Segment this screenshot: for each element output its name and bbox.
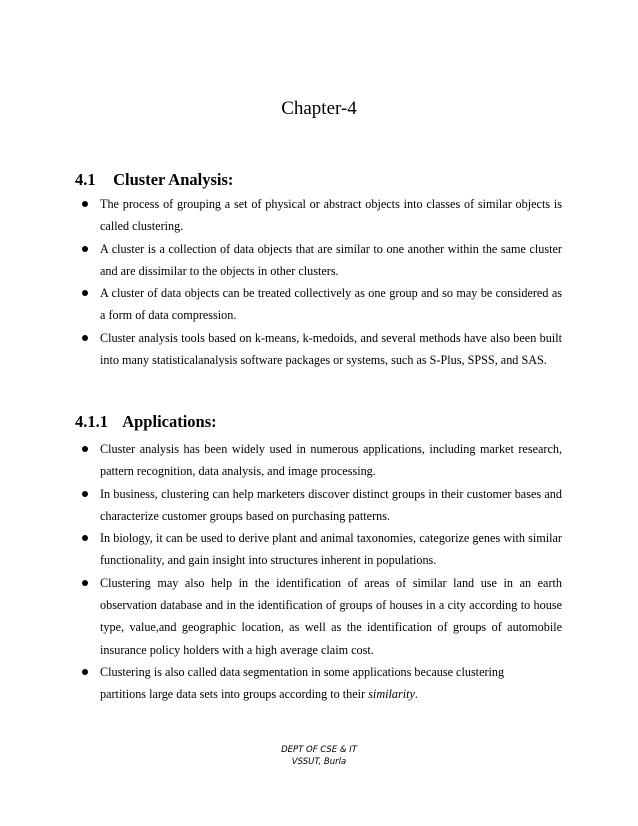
list-item-text: A cluster of data objects can be treated collectively as one group and so may be considered as a form of data compression. — [100, 286, 562, 323]
bullet-icon — [82, 246, 88, 252]
bullet-icon — [82, 446, 88, 452]
applications-bullet-list — [80, 438, 562, 706]
list-item-text: A cluster is a collection of data objects that are similar to one another within the same cluster and are dissimilar to the objects in other clusters. — [100, 241, 562, 278]
list-item — [80, 661, 562, 706]
bullet-icon — [82, 669, 88, 675]
page-footer — [0, 744, 638, 768]
bullet-icon — [82, 290, 88, 296]
list-item-text: In business, clustering can help marketers discover distinct groups in their customer bases and characterize customer groups based on purchasing patterns. — [100, 486, 562, 523]
list-item-text: Clustering may also help in the identification of areas of similar land use in an earth observation database and in the identification of groups of houses in a city according to house type, value,and geographic location, as well as the identification of groups of automobile insurance policy holders with a high average claim cost. — [100, 575, 562, 657]
section-title: Cluster Analysis: — [113, 170, 234, 189]
bullet-icon — [82, 491, 88, 497]
list-item-text-line-1: Clustering is also called data segmentation in some applications because clustering — [100, 664, 505, 679]
section-title: Applications: — [122, 412, 217, 431]
list-item — [80, 572, 562, 661]
footer-institution: VSSUT, Burla — [291, 757, 347, 767]
list-item-text: In biology, it can be used to derive plant and animal taxonomies, categorize genes with similar functionality, and gain insight into structures inherent in populations. — [100, 531, 562, 568]
cluster-analysis-bullet-list — [80, 193, 562, 371]
section-heading-applications — [75, 412, 217, 432]
emphasis-similarity: similarity — [368, 687, 415, 702]
section-number: 4.1 — [75, 170, 96, 189]
section-number: 4.1.1 — [75, 412, 108, 431]
list-item-text: Cluster analysis has been widely used in numerous applications, including market research, pattern recognition, data analysis, and image processing. — [100, 442, 562, 479]
chapter-title: Chapter-4 — [281, 98, 357, 119]
section-heading-cluster-analysis — [75, 170, 233, 190]
bullet-icon — [82, 580, 88, 586]
list-item-text: The process of grouping a set of physical or abstract objects into classes of similar objects is called clustering. — [100, 197, 562, 234]
list-item — [80, 327, 562, 372]
list-item — [80, 527, 562, 572]
list-item — [80, 238, 562, 283]
bullet-icon — [82, 535, 88, 541]
list-item — [80, 483, 562, 528]
list-item-period: . — [414, 687, 418, 702]
list-item — [80, 438, 562, 483]
bullet-icon — [82, 335, 88, 341]
footer-department: DEPT OF CSE & IT — [281, 745, 357, 755]
list-item-text: Cluster analysis tools based on k-means, k-medoids, and several methods have also been built into many statisticalanalysis software packages or systems, such as S-Plus, SPSS, and SAS. — [100, 330, 562, 368]
list-item — [80, 193, 562, 238]
list-item — [80, 282, 562, 327]
list-item-text-line-2: partitions large data sets into groups according to their — [100, 687, 369, 702]
bullet-icon — [82, 201, 88, 207]
